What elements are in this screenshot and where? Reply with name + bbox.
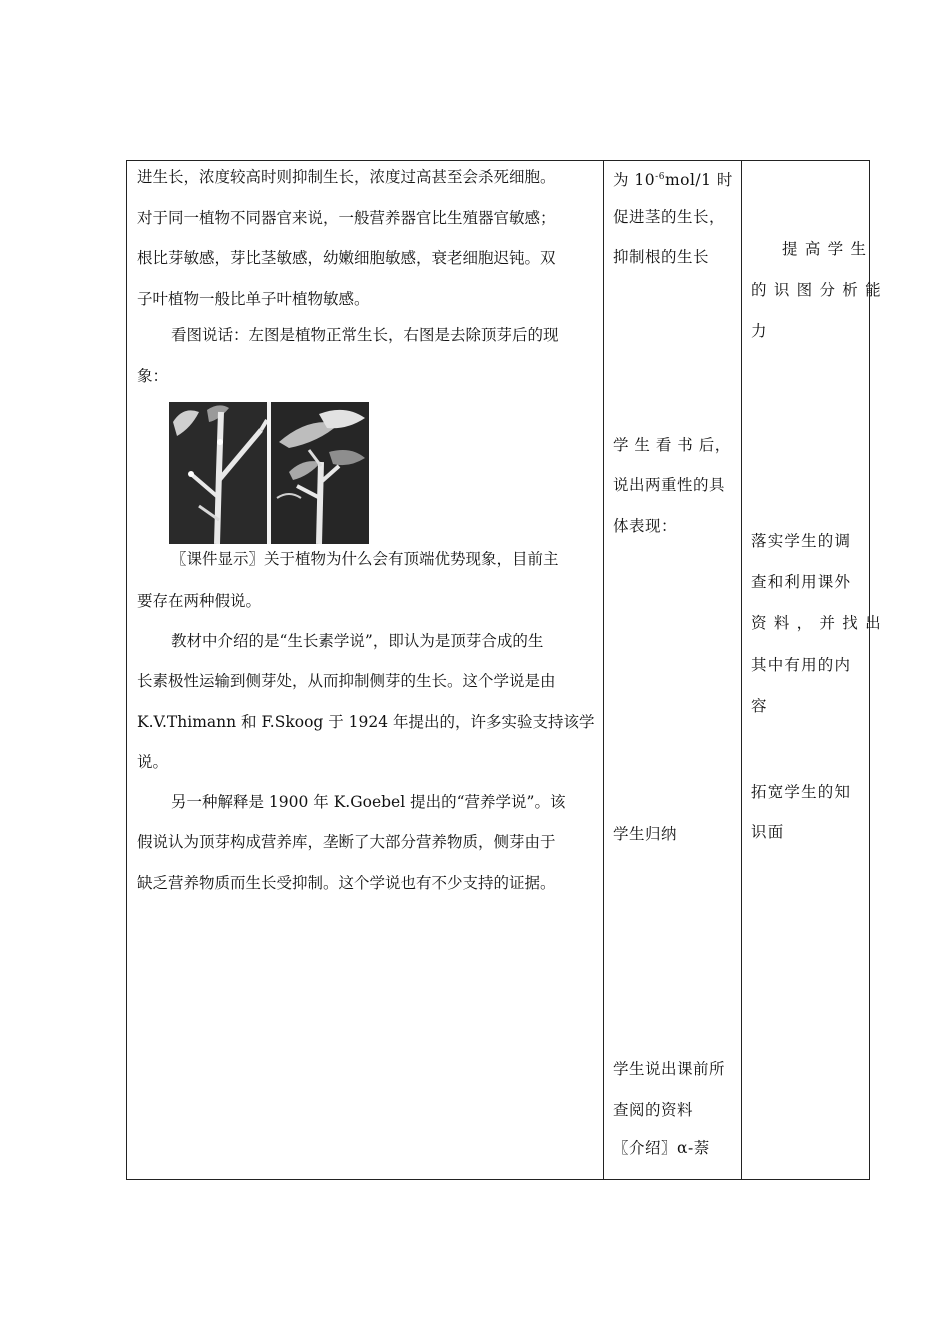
intent-line: 查和利用课外 [751,573,852,591]
content-line: 假说认为顶芽构成营养库，垄断了大部分营养物质，侧芽由于 [137,833,556,851]
content-line: 教材中介绍的是“生长素学说”，即认为是顶芽合成的生 [171,632,544,650]
content-line: 〖课件显示〗关于植物为什么会有顶端优势现象，目前主 [171,550,559,568]
intent-line: 力 [751,322,768,340]
plant-apical-dominance-figure [169,402,369,544]
intent-line: 落实学生的调 [751,532,852,550]
teaching-content-cell [127,161,604,1180]
content-line: 要存在两种假说。 [137,592,262,610]
student-line: 抑制根的生长 [613,248,710,266]
student-line: 学生归纳 [613,825,678,843]
intent-line: 其中有用的内 [751,656,852,674]
intent-line: 提 高 学 生 [782,240,868,258]
student-line: 为 $10^{-6}mol/1$ 时 [613,171,733,189]
intent-line: 拓宽学生的知 [751,783,852,801]
student-line: 促进茎的生长， [613,208,726,226]
content-line: 对于同一植物不同器官来说，一般营养器官比生殖器官敏感； [137,209,556,227]
student-line: 学 生 看 书 后， [613,436,731,454]
content-line: 缺乏营养物质而生长受抑制。这个学说也有不少支持的证据。 [137,874,556,892]
student-line: 体表现： [613,517,678,535]
content-line: 根比芽敏感，芽比茎敏感，幼嫩细胞敏感，衰老细胞迟钝。双 [137,249,556,267]
table-row [127,161,870,1180]
intent-line: 的 识 图 分 析 能 [751,281,882,299]
student-activity-cell [604,161,742,1180]
content-line: 看图说话：左图是植物正常生长，右图是去除顶芽后的现 [171,326,559,344]
design-intent-cell [742,161,882,1180]
normal-plant-image [169,402,267,544]
student-line: 说出两重性的具 [613,476,726,494]
content-line: 长素极性运输到侧芽处，从而抑制侧芽的生长。这个学说是由 [137,672,556,690]
content-line: K.V.Thimann 和 F.Skoog 于 1924 年提出的，许多实验支持该学 [137,713,595,731]
student-line: 查阅的资料 [613,1101,694,1119]
student-line: 〖介绍〗α-萘 [613,1139,710,1157]
lesson-plan-table [126,160,882,1180]
content-line: 进生长，浓度较高时则抑制生长，浓度过高甚至会杀死细胞。 [137,168,556,186]
topped-plant-image [271,402,369,544]
content-line: 说。 [137,753,169,771]
content-line: 象： [137,367,169,385]
content-line: 子叶植物一般比单子叶植物敏感。 [137,290,370,308]
intent-line: 资 料 ， 并 找 出 [751,614,882,632]
content-line: 另一种解释是 1900 年 K.Goebel 提出的“营养学说”。该 [171,793,566,811]
student-line: 学生说出课前所 [613,1060,726,1078]
intent-line: 容 [751,697,768,715]
intent-line: 识面 [751,823,785,841]
